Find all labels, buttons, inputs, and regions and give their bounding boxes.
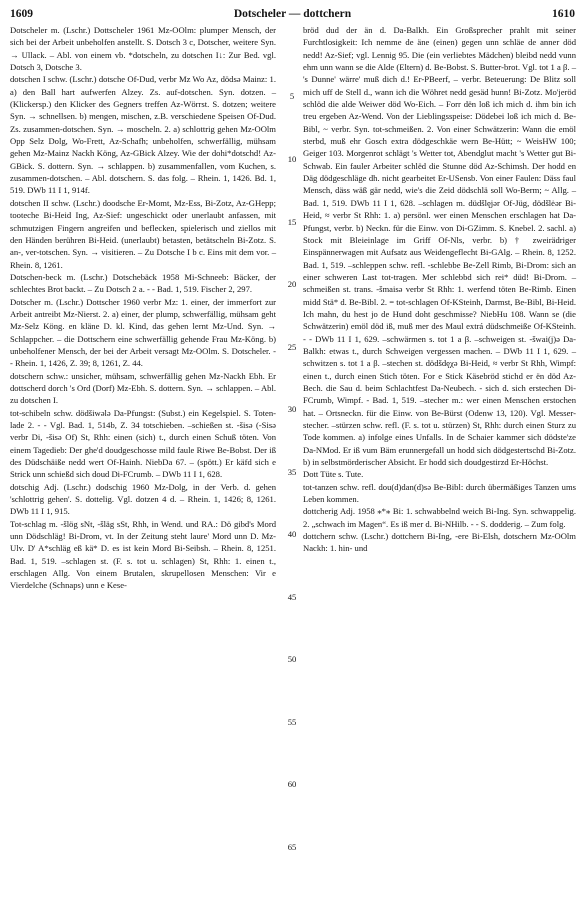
- line-number: 45: [287, 592, 297, 602]
- entry-tot-tanzen: tot-tanzen schw. refl. dou(d)dan(d)sə Be-Bibl: durch übermäßiges Tanzen ums Leben kommen.: [303, 481, 576, 505]
- left-column: [10, 24, 276, 592]
- entry-dotschen-beck: Dotschen-beck m. (Lschr.) Dotschebäck 1958 Mi-Schneeb: Bäcker, der schlechtes Brot backt. – Zu Dotsch 2 a. - - Bad. 1, 519. Fischer 2, 297.: [10, 271, 276, 295]
- entry-dotschen-2: dotschen II schw. (Lschr.) doodsche Er-Momt, Mz-Ess, Bi-Zotz, Az-GHepp; tooteche Bi-Heid Ing, Az-Sief: ungeschickt oder unerlaubt anfassen, mit schmutzigen Fingern angreifen und beflecken, spielerisch und ziellos mit den Händen berühren Bi-Heid. (unerlaubt) betasten, betätscheln Bi-Zotz. S. an-, ver-totschen. Syn. → visitieren. – Zu Dotsche I b c. Eins mit dem vor. – Rhein. 8, 1261.: [10, 197, 276, 270]
- right-column: [303, 24, 576, 555]
- line-number: 15: [287, 217, 297, 227]
- entry-dotschig: dotschig Adj. (Lschr.) dodschig 1960 Mz-Dolg, in der Verb. d. gehen 'schlottrig gehen'. S. dottelig. Vgl. dotzen 4 d. – Rhein. 1, 1426; 8, 1261. DWb 11 I 1, 915.: [10, 481, 276, 517]
- entry-dotschern: dotschern schw.: unsicher, mühsam, schwerfällig gehen Mz-Nackh Ebh. Er dottscherd dorch 's Ord (Dorf) Mz-Ebh. S. dottern. Syn. → schlappen. – Abl. zu dotschen I.: [10, 370, 276, 406]
- line-number: 25: [287, 342, 297, 352]
- line-number: 20: [287, 279, 297, 289]
- running-head: Dotscheler — dottchern: [233, 8, 352, 20]
- line-number: 40: [287, 529, 297, 539]
- entry-tot-schlag: Tot-schlag m. -šlög sNt, -šläg sSt, Rhh, in Wend. und RA.: Dö gibd's Mord unn Dödschläg! Bi-Drom, vt. In der Zeitung steht laure' Mord unn D. Mz-Ulv. D' A*schläg eß kä* D. es ist kein Mord Bi-Seibsh. – Rhein. 8, 1251. Bad. 1, 519. –schlagen st. (F. s. tot u. schlagen) St, Rhh: 1. einen t., erschlagen Allg. Von einem Brutalen, skrupellosen Menschen: Vir e Vierdelche (Schnaps) unn e Kese-: [10, 518, 276, 591]
- line-number: 10: [287, 154, 297, 164]
- entry-tot-schlagen-continued: bröd dud der än d. Da-Balkh. Ein Großsprecher prahlt mit seiner Furchtlosigkeit: Ich nemme de äne (einen) gegen unn schläe de anner död nedd! Az-Sief; vgl. Lennig 95. Die (ein verliebtes Mädchen) bleibd nedd vunn ehm unn wann se die Alde (Eltern) d. Be-Bobst. S. Butter-brot. Vgl. tot 1 a β. – 's Dunne' wärre' muß dich d.! Er-PBeerf, – verbr. Beteuerung: De Blitz soll mich uff de Stell d., wann ich die Wöhret nedd gesäd hunn! Bi-Zotz. Mo'jeröd schlöd die alde Weiwer död Wo-Eich. – Forr dën loß ich mich d. ihm bin ich treu ergeben Az-Wend. Von der Lieblingsspeise: Dödebei loß ich mich d. Be-Bibl, ~ verbr. Syn. tot-schmeißen. 2. Von einer Schwätzerin: Wann die emöl sterbd, muß ehr Gosch extra dödgeschkäe wern Be-Hütt; ~ WeisHW 100; Geiger 103. Morgenrot schlägt 's Wetter tot, Abendglut macht 's Wetter gut Bi-Schwab. Ein fauler Arbeiter schlëd die Stunne död Az-Schimsh. Der hodd en Däg dödgeschläge dh. nicht gearbeitet Er-USensb. Von einer Faulen: Däss faul Mensch, däss wäß gär nedd, wie's die Zeid dödschlä soll Wo-Berm; ~ Allg. – Bad. 1, 519. DWb 11 I 1, 628. –schlagen m. düdšlęjər Of-Jüg, dödšlėər Bi-Heid, ≈ verbr St Rhh: 1. a) persönl. wer einen Menschen erschlagen hat Da-Pfungst, verbr. b) Neckn. für die Einw. von Di-GZimm. S. Knebel. 2. sachl. a) Stock mit Bleieinlage im Griff Of-Nls, verbr. b) † zweirädriger Einspännerwagen mit Aufsatz aus Weidengeflecht Bi-GAlg. – Rhein. 8, 1252. Bad. 1, 519. –schleppen schw. refl. -schlebbe Be-Zell Rimb, Bi-Drom: sich an einer schweren Last tot-tragen. Mer schlebbd sich rei* düd! Bi-Drom. –schmeißen st. trans. -šmaisə verbr St Rhh: 1. werfend töten Be-Rimb. Einen midd Stä* d. Be-Bibl. 2. = tot-schlagen Of-KSteinh, Darmst, Be-Bibl, Bi-Heid. Ich mahn, du hest jo de Hund doht geschmisse? NiebHu 108. Wann se (die Schwätzerin) emöl död iß, muß mer des Maul extrá düdschmeiße Of-KSteinh. - - DWb 11 I 1, 629. –schwärmen s. tot 1 a β. –schweigen st. -šwai(j)ə Da-Balkh: etwas t., durch Schweigen vergessen machen. – DWb 11 I 1, 629. –schwitzen s. tot 1 a β. –stechen st. dödšdęχə Bi-Heid, ≈ verbr St Rhh, Wimpf: einen t., durch einen Stich töten. For e Stick Käsebröd stichd er ën död Az-Bech. die Sau d. beim Schlachtfest Da-Neubech. - sich d. sich erstechen Di-FCrumb, Wimpf. - Bad. 1, 519. –stecher m.: wer einen Menschen erstochen hat. – Ortsneckn. für die Einw. von Be-Bürst (Odenw 13, 120). Vgl. Messer-stecher. –stürzen schw. refl. (F. s. tot u. stürzen) St, Rhh: durch einen Sturz zu Tode kommen. a) infolge eines Unfalls. In de Schaier kammer sich dödste'ze Da-NMod. Er iß vum Bäm erunnergefall un hodd sich dödgestertschd Bi-Zotz. b) in selbstmörderischer Absicht. Er hodd sich doudgestirzd Er-Höchst.: [303, 25, 576, 468]
- entry-dotscher: Dotscher m. (Lschr.) Dottscher 1960 verbr Mz: 1. einer, der immerfort zur Arbeit antreibt Mz-Nierst. 2. a) einer, der plump, schwerfällig, mühsam geht Mz-Selz Köng. en kläne D. kl. Kind, das gehen lernt Mz-Und. Syn. → Schlappcher. – die Dottschern eine schwerfällig gehende Frau Mz-Köng. b) unbeholfener Mensch, der bei der Arbeit versagt Mz-OOlm. S. Dotscheler. - - Rhein. 1, 1426, Z. 39; 8, 1261, Z. 44.: [10, 296, 276, 369]
- line-number: 65: [287, 842, 297, 852]
- page-header: [10, 8, 575, 24]
- page-number-left: 1609: [10, 8, 33, 20]
- entry-dotschen-1: dotschen I schw. (Lschr.) dotsche Of-Dud, verbr Mz Wo Az, dödsə Mainz: 1. a) den Ball hart aufwerfen Alzey. Zs. auf-dotschen. Syn. dotzen. – (Klickersp.) den Klicker des Gegners treffen Az-Wörrst. S. dotzen; weitere Syn. → schnellsen. b) mengen, mischen, z.B. verschiedene Speisen Of-Dud. Zs. zusammen-dotschen. Syn. → moscheln. 2. a) schlottrig gehen Mz-OOlm Opp Selz Dolg, Wo-Frett, Az-Schafh; unbeholfen, schwerfällig, mühsam gehen Mz-Mainz Nackh Köng, Az-GBick Alzey. Wie der dohi*dotschd! Az-GBick. S. dottern. Syn. → schlappen. b) zusammenfallen, vom Kuchen, s. zusammen-dotschen. – Abl. dotschern. S. das folg. – Rhein. 1, 1426. Bd. 1, 519. DWb 11 I 1, 914f.: [10, 74, 276, 196]
- line-number: 5: [289, 91, 295, 101]
- entry-tot-schibeln: tot-schibeln schw. dödšiwələ Da-Pfungst: (Subst.) ein Kegelspiel. S. Toten-lade 2. - - Vgl. Bad. 1, 514b, Z. 34 totschieben. –schießen st. -šisə (-Sisə verbr Di, -šisə Of) St, Rhh: einen (sich) t., durch einen Schuß töten. Von einem Tagedieb: Der ghe'd doudgeschosse mild faule Riwe Be-Bobst. Der iß des Düdschäiße nedd wert Of-Hainh. NiebDa 67. – (spött.) Er käfd sich e Strick unn schießd sich doud Di-FCrumb. – DWb 11 I 1, 628.: [10, 407, 276, 480]
- entry-dottcherig: dottcherig Adj. 1958 ⁎*⁎ Bi: 1. schwabbelnd weich Bi-Ing. Syn. schwappelig. 2. „schwach im Magen“. Es iß mer d. Bi-NHilb. - - S. dodderig. – Zum folg.: [303, 506, 576, 529]
- line-number: 50: [287, 654, 297, 664]
- entry-dotscheler: Dotscheler m. (Lschr.) Dottscheler 1961 Mz-OOlm: plumper Mensch, der sich bei der Arbeit unbeholfen anstellt. S. Dotsch 3 c, Dotscher, weitere Syn. → Ullack. – Abl. von einem vb. *dotscheln, zu dotschen I↓: Zur Bed. vgl. Dotsch 3, Dotsche 3.: [10, 25, 276, 73]
- line-number: 30: [287, 404, 297, 414]
- line-number: 55: [287, 717, 297, 727]
- page-number-right: 1610: [552, 8, 575, 20]
- line-number: 60: [287, 779, 297, 789]
- line-number: 35: [287, 467, 297, 477]
- entry-dottchern: dottchern schw. (Lschr.) dottchern Bi-Ing, -ere Bi-Elsh, dotschern Mz-OOlm Nackh: 1. hin- und: [303, 531, 576, 554]
- entry-dott: Dott Tüte s. Tute.: [303, 469, 364, 480]
